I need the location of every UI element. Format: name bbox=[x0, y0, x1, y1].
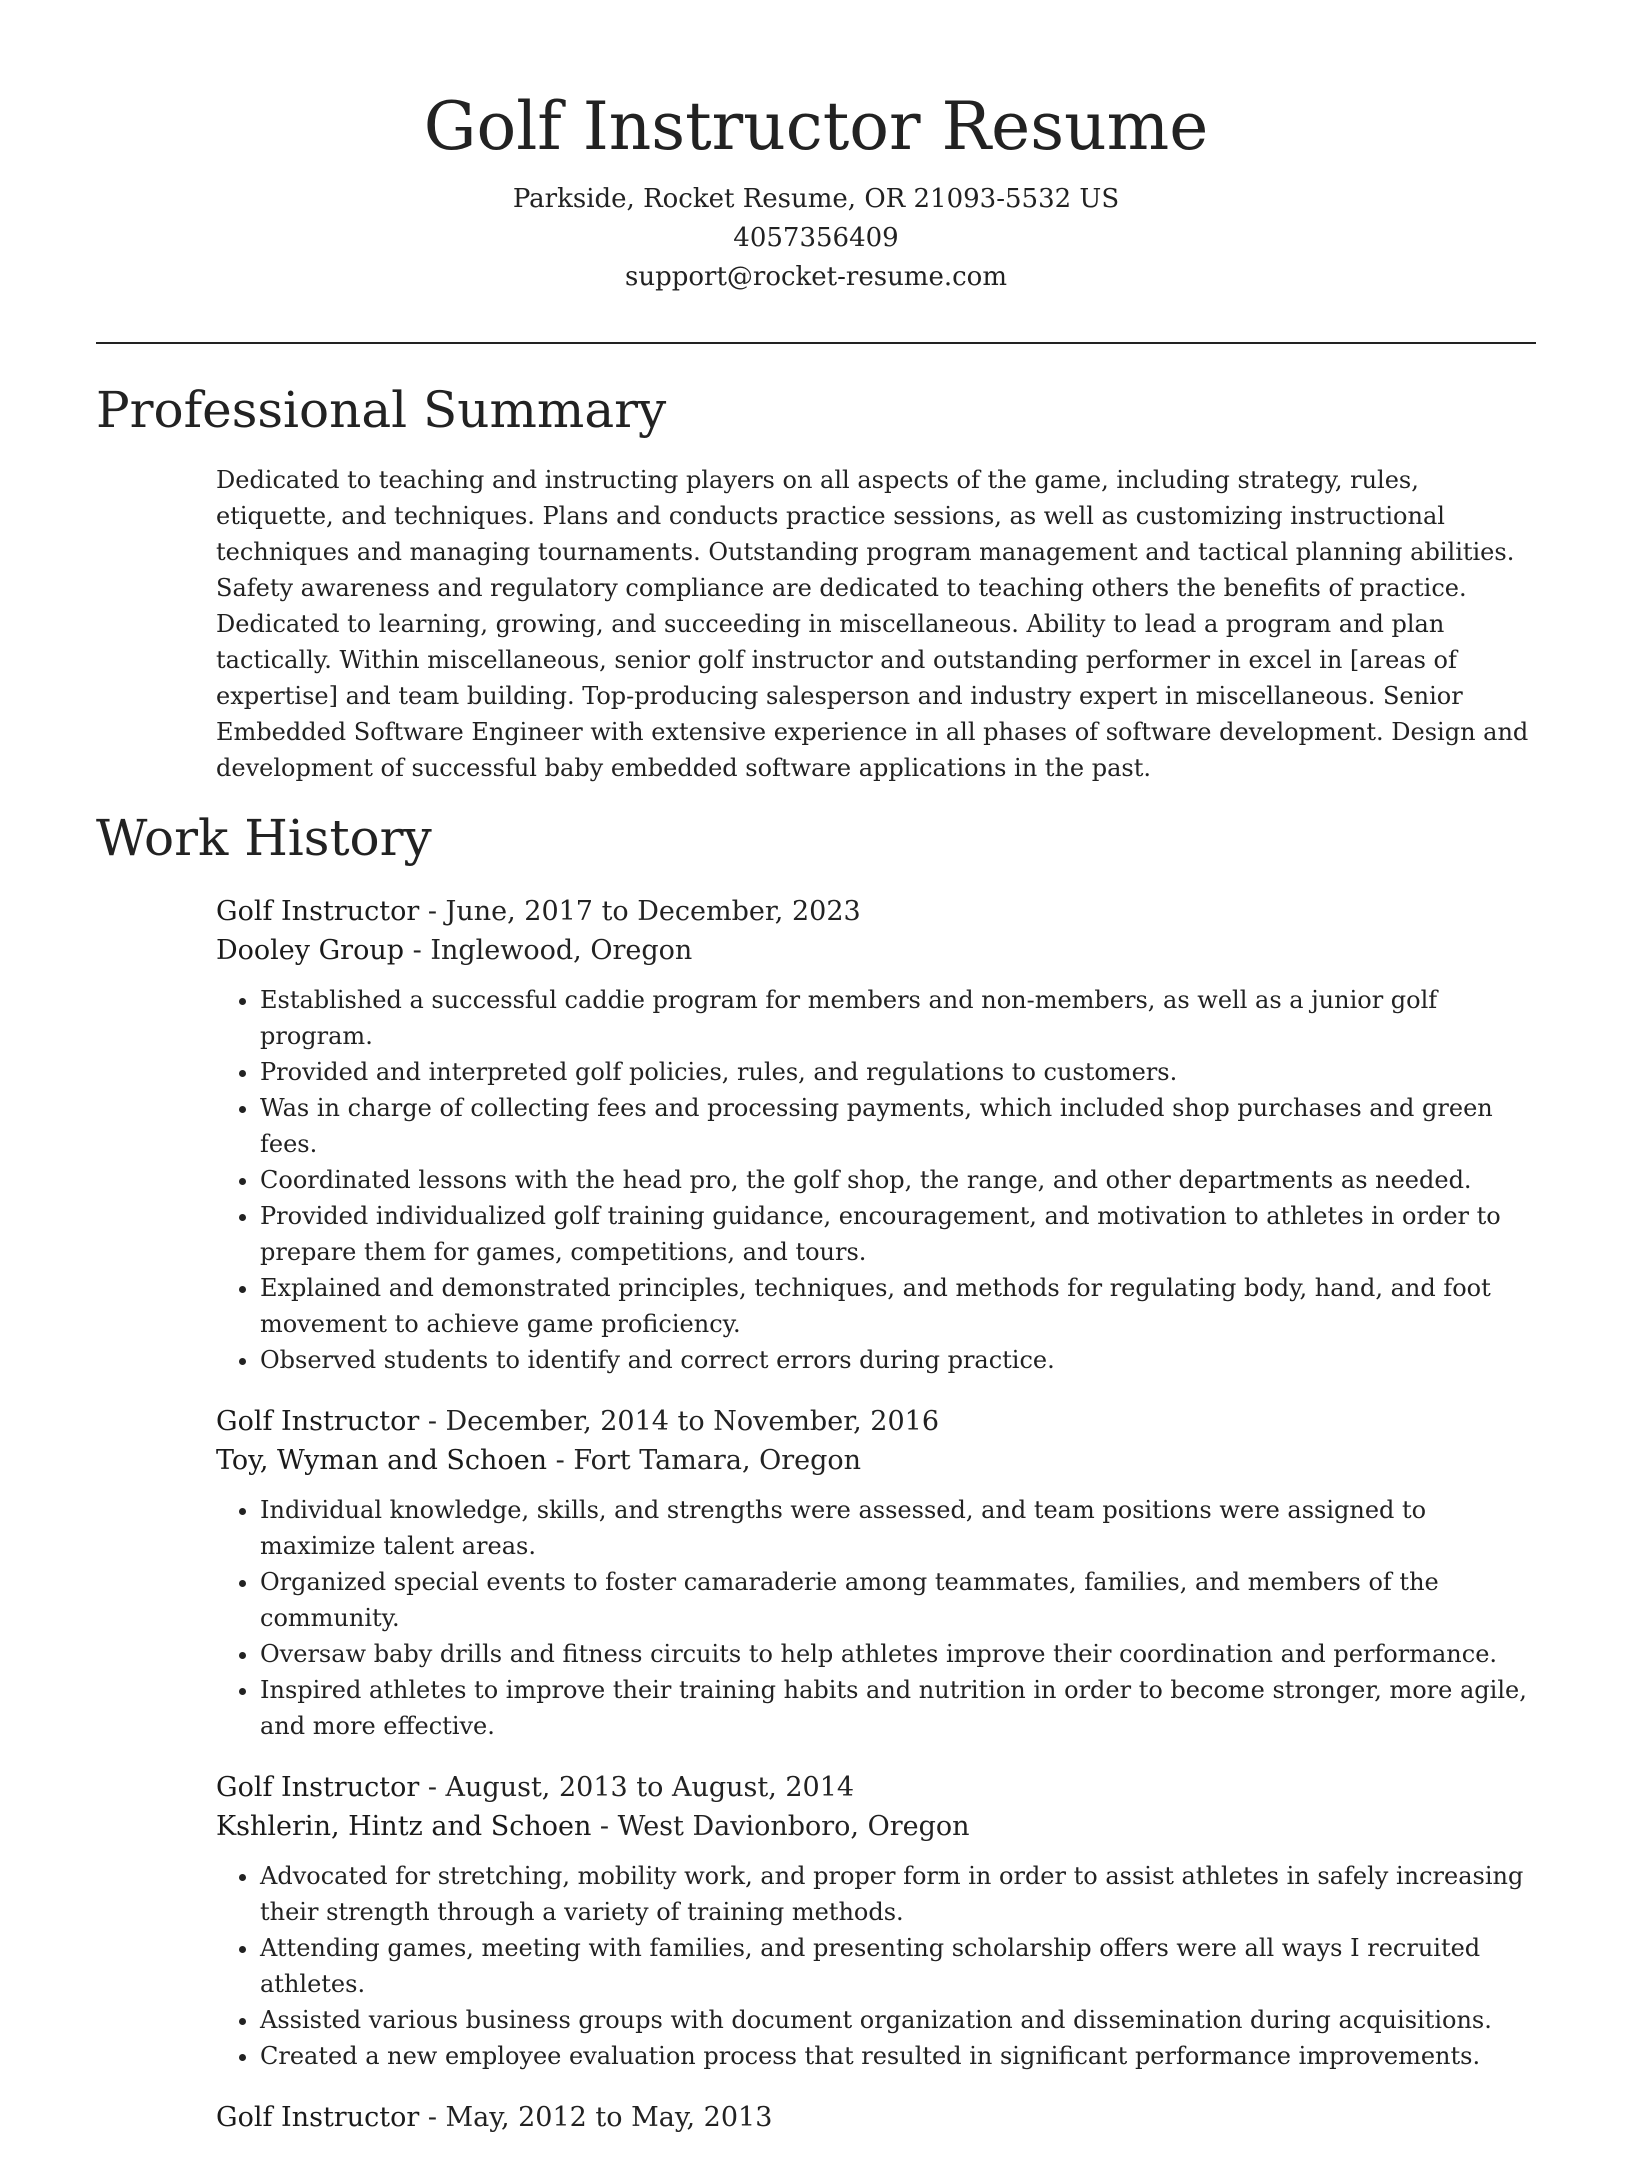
job-bullet: • Was in charge of collecting fees and processing payments, which included shop purchases and green fees. bbox=[260, 1090, 1536, 1162]
job-company: Kshlerin, Hintz and Schoen bbox=[216, 1811, 592, 1842]
job-bullet-list bbox=[216, 1492, 1536, 1744]
job-bullet: • Coordinated lessons with the head pro, the golf shop, the range, and other departments as needed. bbox=[260, 1162, 1536, 1198]
contact-email: support@rocket-resume.com bbox=[624, 262, 1007, 292]
work-history-heading: Work History bbox=[96, 809, 432, 867]
job-bullet: • Organized special events to foster camaraderie among teammates, families, and members of the community. bbox=[260, 1564, 1536, 1636]
job-entry bbox=[216, 892, 1536, 1378]
resume-title: Golf Instructor Resume bbox=[423, 88, 1209, 165]
job-bullet: • Created a new employee evaluation process that resulted in significant performance improvements. bbox=[260, 2038, 1536, 2074]
resume-header bbox=[0, 82, 1632, 297]
job-bullet: • Advocated for stretching, mobility work, and proper form in order to assist athletes in safely increasing their strength through a variety of training methods. bbox=[260, 1858, 1536, 1930]
job-title-line bbox=[216, 1402, 1536, 1441]
job-title-line bbox=[216, 1768, 1536, 1807]
job-company-line bbox=[216, 1807, 1536, 1846]
job-separator: - bbox=[419, 1772, 446, 1803]
job-company: Dooley Group bbox=[216, 935, 405, 966]
job-dates: December, 2014 to November, 2016 bbox=[445, 1406, 940, 1437]
summary-text: Dedicated to teaching and instructing players on all aspects of the game, including strategy, rules, etiquette, and techniques. Plans and conducts practice sessions, as well as customizing instructional techniques and managing tournaments. Outstanding program management and tactical planning abilities. Safety awareness and regulatory compliance are dedicated to teaching others the benefits of practice. Dedicated to learning, growing, and succeeding in miscellaneous. Ability to lead a program and plan tactically. Within miscellaneous, senior golf instructor and outstanding performer in excel in [areas of expertise] and team building. Top-producing salesperson and industry expert in miscellaneous. Senior Embedded Software Engineer with extensive experience in all phases of software development. Design and development of successful baby embedded software applications in the past. bbox=[216, 466, 1529, 782]
job-dates: June, 2017 to December, 2023 bbox=[445, 896, 861, 927]
job-location: Inglewood, Oregon bbox=[430, 935, 693, 966]
job-separator: - bbox=[419, 2102, 446, 2133]
summary-heading: Professional Summary bbox=[96, 381, 667, 439]
job-dates: May, 2012 to May, 2013 bbox=[445, 2102, 773, 2133]
job-bullet: • Provided individualized golf training guidance, encouragement, and motivation to athletes in order to prepare them for games, competitions, and tours. bbox=[260, 1198, 1536, 1270]
job-bullet: • Observed students to identify and correct errors during practice. bbox=[260, 1342, 1536, 1378]
job-bullet: • Attending games, meeting with families, and presenting scholarship offers were all ways I recruited athletes. bbox=[260, 1930, 1536, 2002]
contact-phone: 4057356409 bbox=[733, 223, 899, 253]
job-bullet-list bbox=[216, 1858, 1536, 2074]
job-location: West Davionboro, Oregon bbox=[617, 1811, 970, 1842]
job-bullet: • Established a successful caddie program for members and non-members, as well as a junior golf program. bbox=[260, 982, 1536, 1054]
job-bullet: • Individual knowledge, skills, and strengths were assessed, and team positions were assigned to maximize talent areas. bbox=[260, 1492, 1536, 1564]
job-separator: - bbox=[404, 935, 431, 966]
job-location: Fort Tamara, Oregon bbox=[573, 1445, 862, 1476]
header-divider bbox=[96, 342, 1536, 344]
job-title-line bbox=[216, 892, 1536, 931]
job-bullet: • Oversaw baby drills and fitness circuits to help athletes improve their coordination and performance. bbox=[260, 1636, 1536, 1672]
job-separator: - bbox=[419, 896, 446, 927]
job-title-line bbox=[216, 2098, 1536, 2137]
contact-address: Parkside, Rocket Resume, OR 21093-5532 US bbox=[512, 184, 1120, 214]
job-bullet-list bbox=[216, 982, 1536, 1378]
job-separator: - bbox=[591, 1811, 618, 1842]
job-entry bbox=[216, 1402, 1536, 1744]
job-title: Golf Instructor bbox=[216, 1772, 420, 1803]
work-history-list bbox=[216, 892, 1536, 2161]
job-dates: August, 2013 to August, 2014 bbox=[445, 1772, 855, 1803]
job-bullet: • Assisted various business groups with document organization and dissemination during acquisitions. bbox=[260, 2002, 1536, 2038]
job-separator: - bbox=[547, 1445, 574, 1476]
job-bullet: • Inspired athletes to improve their training habits and nutrition in order to become stronger, more agile, and more effective. bbox=[260, 1672, 1536, 1744]
job-title: Golf Instructor bbox=[216, 896, 420, 927]
job-title: Golf Instructor bbox=[216, 2102, 420, 2133]
job-company: Toy, Wyman and Schoen bbox=[216, 1445, 548, 1476]
job-entry bbox=[216, 2098, 1536, 2137]
job-company-line bbox=[216, 931, 1536, 970]
job-entry bbox=[216, 1768, 1536, 2074]
job-separator: - bbox=[419, 1406, 446, 1437]
job-bullet: • Provided and interpreted golf policies, rules, and regulations to customers. bbox=[260, 1054, 1536, 1090]
job-bullet: • Explained and demonstrated principles, techniques, and methods for regulating body, hand, and foot movement to achieve game proficiency. bbox=[260, 1270, 1536, 1342]
job-title: Golf Instructor bbox=[216, 1406, 420, 1437]
job-company-line bbox=[216, 1441, 1536, 1480]
